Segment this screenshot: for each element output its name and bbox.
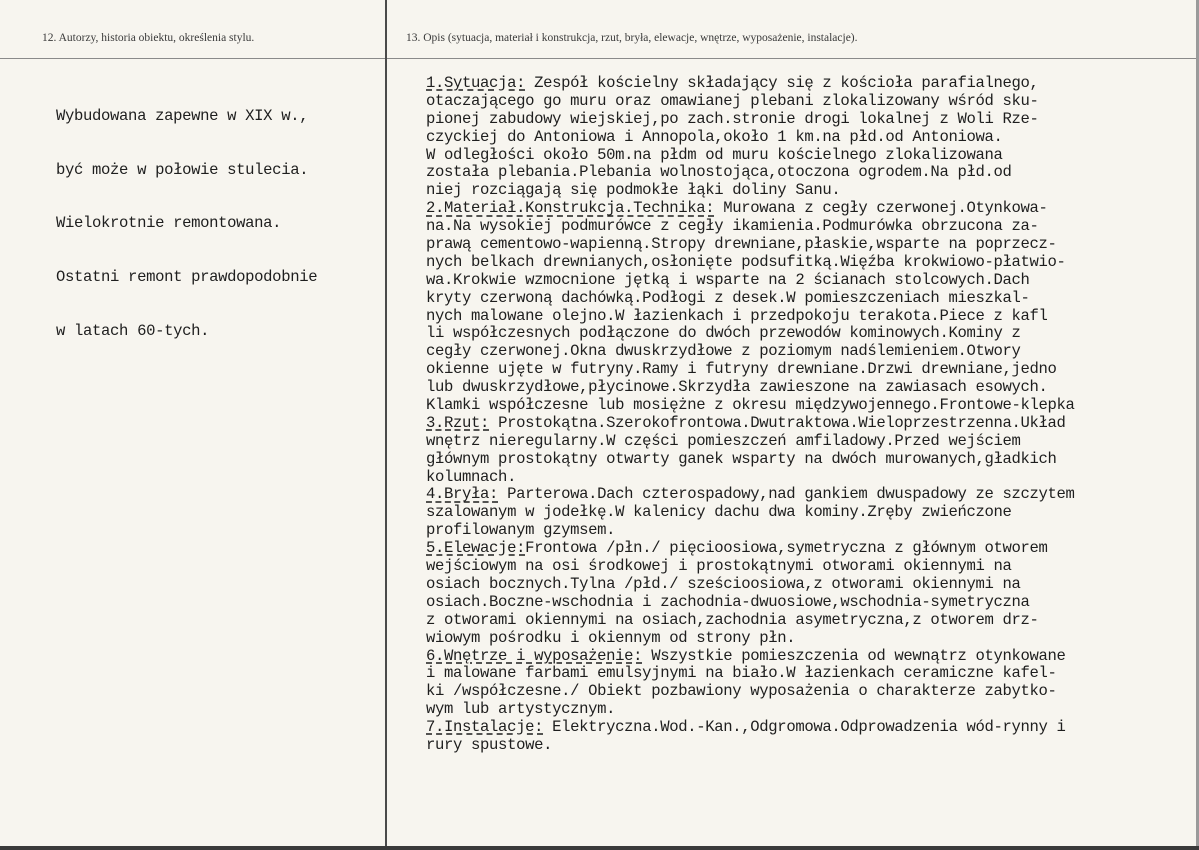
description-line-text: nych malowane olejno.W łazienkach i przedpokoju terakota.Piece z kafl [426, 306, 1048, 325]
description-line-text: pionej zabudowy wiejskiej,po zach.stronie drogi lokalnej z Woli Rze- [426, 109, 1039, 128]
description-line-text: wnętrz nieregularny.W części pomieszczeń amfiladowy.Przed wejściem [426, 431, 1021, 450]
description-line-text: osiach.Boczne-wschodnia i zachodnia-dwuosiowe,wschodnia-symetryczna [426, 592, 1030, 611]
description-line-text: osiach bocznych.Tylna /płd./ sześcioosiowa,z otworami okiennymi na [426, 574, 1021, 593]
description-line [426, 75, 1194, 93]
card-bottom-edge [0, 846, 1199, 850]
description-line [426, 469, 1194, 487]
description-line [426, 540, 1194, 558]
description-line [426, 522, 1194, 540]
description-line [426, 272, 1194, 290]
description-line [426, 254, 1194, 272]
description-line [426, 486, 1194, 504]
description-line [426, 147, 1194, 165]
description-line [426, 719, 1194, 737]
description-line-text: Zespół kościelny składający się z kościoła parafialnego, [525, 75, 1039, 92]
description-line [426, 361, 1194, 379]
section-label: 3.Rzut: [426, 413, 490, 432]
description-line-text: okienne ujęte w futryny.Ramy i futryny drewniane.Drzwi drewniane,jedno [426, 360, 1057, 379]
description-line [426, 737, 1194, 755]
description-line [426, 379, 1194, 397]
description-line-text: głównym prostokątny otwarty ganek wsparty na dwóch murowanych,gładkich [426, 449, 1057, 468]
description-line-text: ki /współczesne./ Obiekt pozbawiony wyposażenia o charakterze zabytko- [426, 682, 1057, 701]
history-line: Wielokrotnie remontowana. [56, 214, 282, 233]
description-line-text: Klamki współczesne lub mosiężne z okresu międzywojennego.Frontowe-klepka [426, 396, 1075, 415]
history-line: w latach 60-tych. [56, 321, 210, 340]
section-label: 1.Sytuacja: [426, 75, 526, 92]
history-line: być może w połowie stulecia. [56, 160, 309, 179]
section-12-heading: 12. Autorzy, historia obiektu, określenia stylu. [42, 32, 255, 44]
description-line [426, 683, 1194, 701]
description-line [426, 111, 1194, 129]
history-line: Ostatni remont prawdopodobnie [56, 267, 318, 286]
description-line [426, 93, 1194, 111]
description-line-text: kryty czerwoną dachówką.Podłogi z desek.W pomieszczeniach mieszkal- [426, 288, 1030, 307]
column-divider [385, 0, 387, 850]
history-line: Wybudowana zapewne w XIX w., [56, 106, 309, 125]
description-line-text: wejściowym na osi środkowej i prostokątnymi otworami okiennymi na [426, 557, 1012, 576]
section-label: 4.Bryła: [426, 485, 499, 504]
description-line [426, 433, 1194, 451]
description-line-text: otaczającego go muru oraz omawianej plebani zlokalizowany wśród sku- [426, 91, 1039, 110]
description-line [426, 290, 1194, 308]
header-divider [0, 58, 1199, 59]
description-line [426, 218, 1194, 236]
description-line-text: Prostokątna.Szerokofrontowa.Dwutraktowa.Wieloprzestrzenna.Układ [489, 413, 1066, 432]
description-line-text: Murowana z cegły czerwonej.Otynkowa- [714, 199, 1048, 218]
description-line [426, 665, 1194, 683]
description-line-text: wym lub artystycznym. [426, 700, 616, 719]
description-line-text: cegły czerwonej.Okna dwuskrzydłowe z poziomym nadślemieniem.Otwory [426, 342, 1021, 361]
description-line [426, 343, 1194, 361]
description-line [426, 308, 1194, 326]
description-line-text: Wszystkie pomieszczenia od wewnątrz otynkowane [642, 646, 1066, 665]
description-line [426, 182, 1194, 200]
description-line [426, 701, 1194, 719]
section-label: 5.Elewacje: [426, 539, 526, 558]
description-line-text: wa.Krokwie wzmocnione jętką i wsparte na 2 ścianach stolcowych.Dach [426, 270, 1030, 289]
description-line [426, 558, 1194, 576]
history-text [56, 72, 317, 376]
section-label: 6.Wnętrze i wyposażenie: [426, 646, 643, 665]
description-line-text: Frontowa /płn./ pięcioosiowa,symetryczna z głównym otworem [525, 539, 1048, 558]
description-line-text: czyckiej do Antoniowa i Annopola,około 1 km.na płd.od Antoniowa. [426, 127, 1003, 146]
description-line-text: nych belkach drewnianych,osłonięte podsufitką.Więźba krokwiowo-płatwio- [426, 252, 1066, 271]
description-line-text: lub dwuskrzydłowe,płycinowe.Skrzydła zawieszone na zawiasach esowych. [426, 378, 1048, 397]
description-text [426, 75, 1194, 755]
description-line [426, 325, 1194, 343]
description-line [426, 200, 1194, 218]
description-line-text: li współczesnych podłączone do dwóch przewodów kominowych.Kominy z [426, 324, 1021, 343]
description-line-text: W odległości około 50m.na płdm od muru kościelnego zlokalizowana [426, 145, 1003, 164]
description-line [426, 129, 1194, 147]
section-label: 7.Instalacje: [426, 718, 544, 737]
section-13-heading: 13. Opis (sytuacja, materiał i konstrukcja, rzut, bryła, elewacje, wnętrze, wyposażenie, instalacje). [406, 32, 858, 44]
description-line-text: została plebania.Plebania wolnostojąca,otoczona ogrodem.Na płd.od [426, 163, 1012, 182]
description-line [426, 397, 1194, 415]
description-line [426, 576, 1194, 594]
description-line-text: Elektryczna.Wod.-Kan.,Odgromowa.Odprowadzenia wód-rynny i [543, 718, 1066, 737]
description-line [426, 451, 1194, 469]
description-line-text: kolumnach. [426, 467, 517, 486]
description-line-text: z otworami okiennymi na osiach,zachodnia asymetryczna,z otworem drz- [426, 610, 1039, 629]
description-line-text: szalowanym w jodełkę.W kalenicy dachu dwa kominy.Zręby zwieńczone [426, 503, 1012, 522]
description-line [426, 612, 1194, 630]
description-line [426, 648, 1194, 666]
description-line-text: profilowanym gzymsem. [426, 521, 616, 540]
description-line-text: Parterowa.Dach czterospadowy,nad gankiem dwuspadowy ze szczytem [498, 485, 1075, 504]
description-line [426, 164, 1194, 182]
description-line-text: i malowane farbami emulsyjnymi na biało.W łazienkach ceramiczne kafel- [426, 664, 1057, 683]
description-line [426, 236, 1194, 254]
description-line [426, 630, 1194, 648]
description-line-text: prawą cementowo-wapienną.Stropy drewniane,płaskie,wsparte na poprzecz- [426, 235, 1057, 254]
section-label: 2.Materiał.Konstrukcja.Technika: [426, 199, 715, 218]
description-line-text: wiowym pośrodku i okiennym od strony płn. [426, 628, 796, 647]
description-line-text: na.Na wysokiej podmurówce z cegły ikamienia.Podmurówka obrzucona za- [426, 217, 1039, 236]
description-line [426, 504, 1194, 522]
description-line-text: rury spustowe. [426, 735, 553, 754]
description-line [426, 415, 1194, 433]
description-line [426, 594, 1194, 612]
description-line-text: niej rozciągają się podmokłe łąki doliny Sanu. [426, 181, 841, 200]
